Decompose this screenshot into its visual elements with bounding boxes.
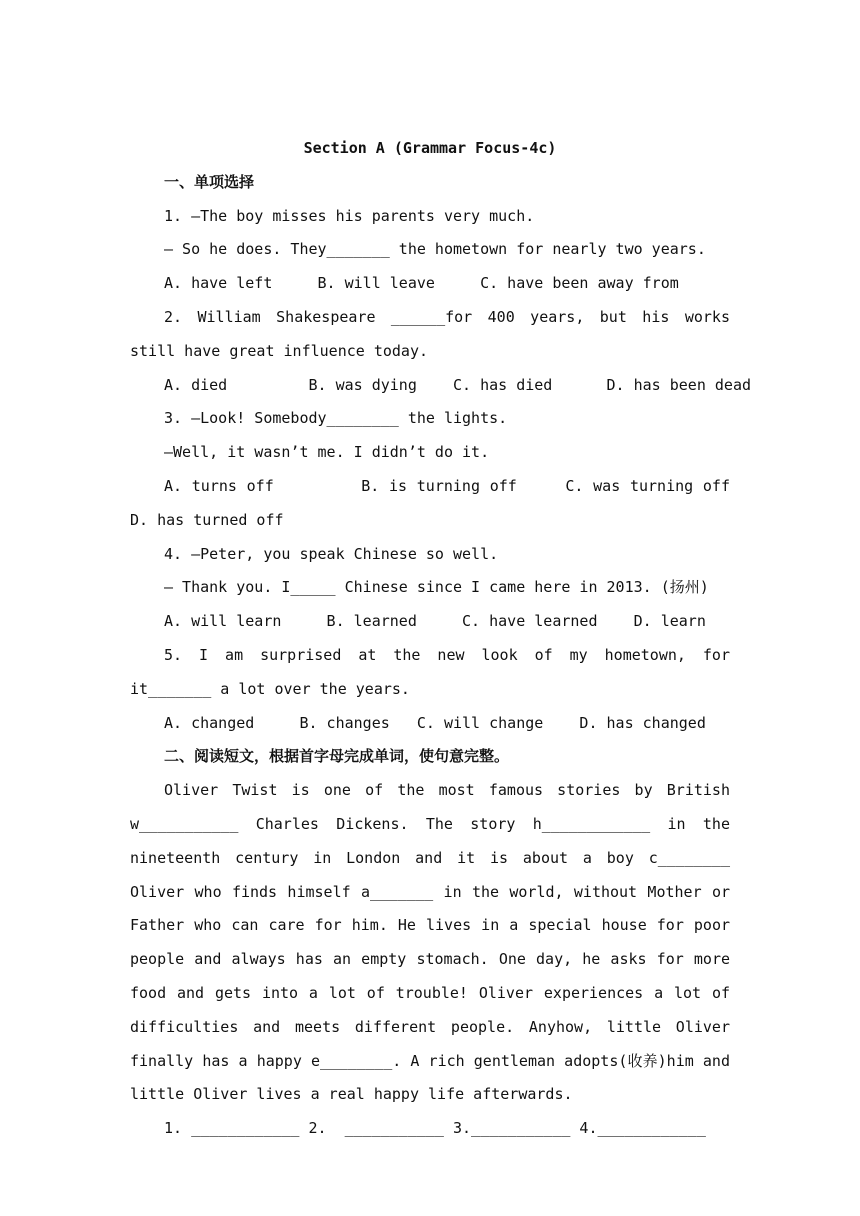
question-5 xyxy=(130,639,730,740)
page-title: Section A (Grammar Focus-4c) xyxy=(303,139,557,157)
question-1-line-2: — So he does. They_______ the hometown for nearly two years. xyxy=(164,240,706,259)
question-5-stem: 5. I am surprised at the new look of my hometown, for it_______ a lot over the years. xyxy=(130,645,730,698)
worksheet-page xyxy=(130,132,751,1146)
question-1-line-1: 1. —The boy misses his parents very much. xyxy=(164,206,535,225)
question-3 xyxy=(130,402,749,537)
question-2-options: A. died B. was dying C. has died D. has been dead xyxy=(164,375,751,394)
question-1-options: A. have left B. will leave C. have been away from xyxy=(164,274,679,293)
question-4-line-2: — Thank you. I_____ Chinese since I came here in 2013. (扬州) xyxy=(164,578,709,597)
question-3-options: A. turns off B. is turning off C. was turning off D. has turned off xyxy=(130,476,749,529)
question-4 xyxy=(130,538,730,639)
question-3-line-2: —Well, it wasn’t me. I didn’t do it. xyxy=(164,443,490,462)
question-3-line-1: 3. —Look! Somebody________ the lights. xyxy=(164,409,508,428)
part2-heading: 二、阅读短文，根据首字母完成单词，使句意完整。 xyxy=(164,747,510,766)
part1-heading: 一、单项选择 xyxy=(164,172,255,191)
question-2 xyxy=(130,301,751,402)
question-4-options: A. will learn B. learned C. have learned D. learn xyxy=(164,612,706,631)
reading-passage: Oliver Twist is one of the most famous stories by British w___________ Charles Dickens. The story h____________ in the nineteenth century in London and it is about a boy c________ Oliver who finds himself a_______ in the world, without Mother or Father who can care for him. He lives in a special house for poor people and always has an empty stomach. One day, he asks for more food and gets into a lot of trouble! Oliver experiences a lot of difficulties and meets different people. Anyhow, little Oliver finally has a happy e________. A rich gentleman adopts(收养)him and little Oliver lives a real happy life afterwards. xyxy=(130,781,730,1104)
question-4-line-1: 4. —Peter, you speak Chinese so well. xyxy=(164,544,499,563)
question-2-stem: 2. William Shakespeare ______for 400 years, but his works still have great influence today. xyxy=(130,307,730,360)
question-5-options: A. changed B. changes C. will change D. has changed xyxy=(164,713,706,732)
question-1 xyxy=(130,200,730,301)
answer-blanks: 1. ____________ 2. ___________ 3.___________ 4.____________ xyxy=(164,1119,706,1138)
